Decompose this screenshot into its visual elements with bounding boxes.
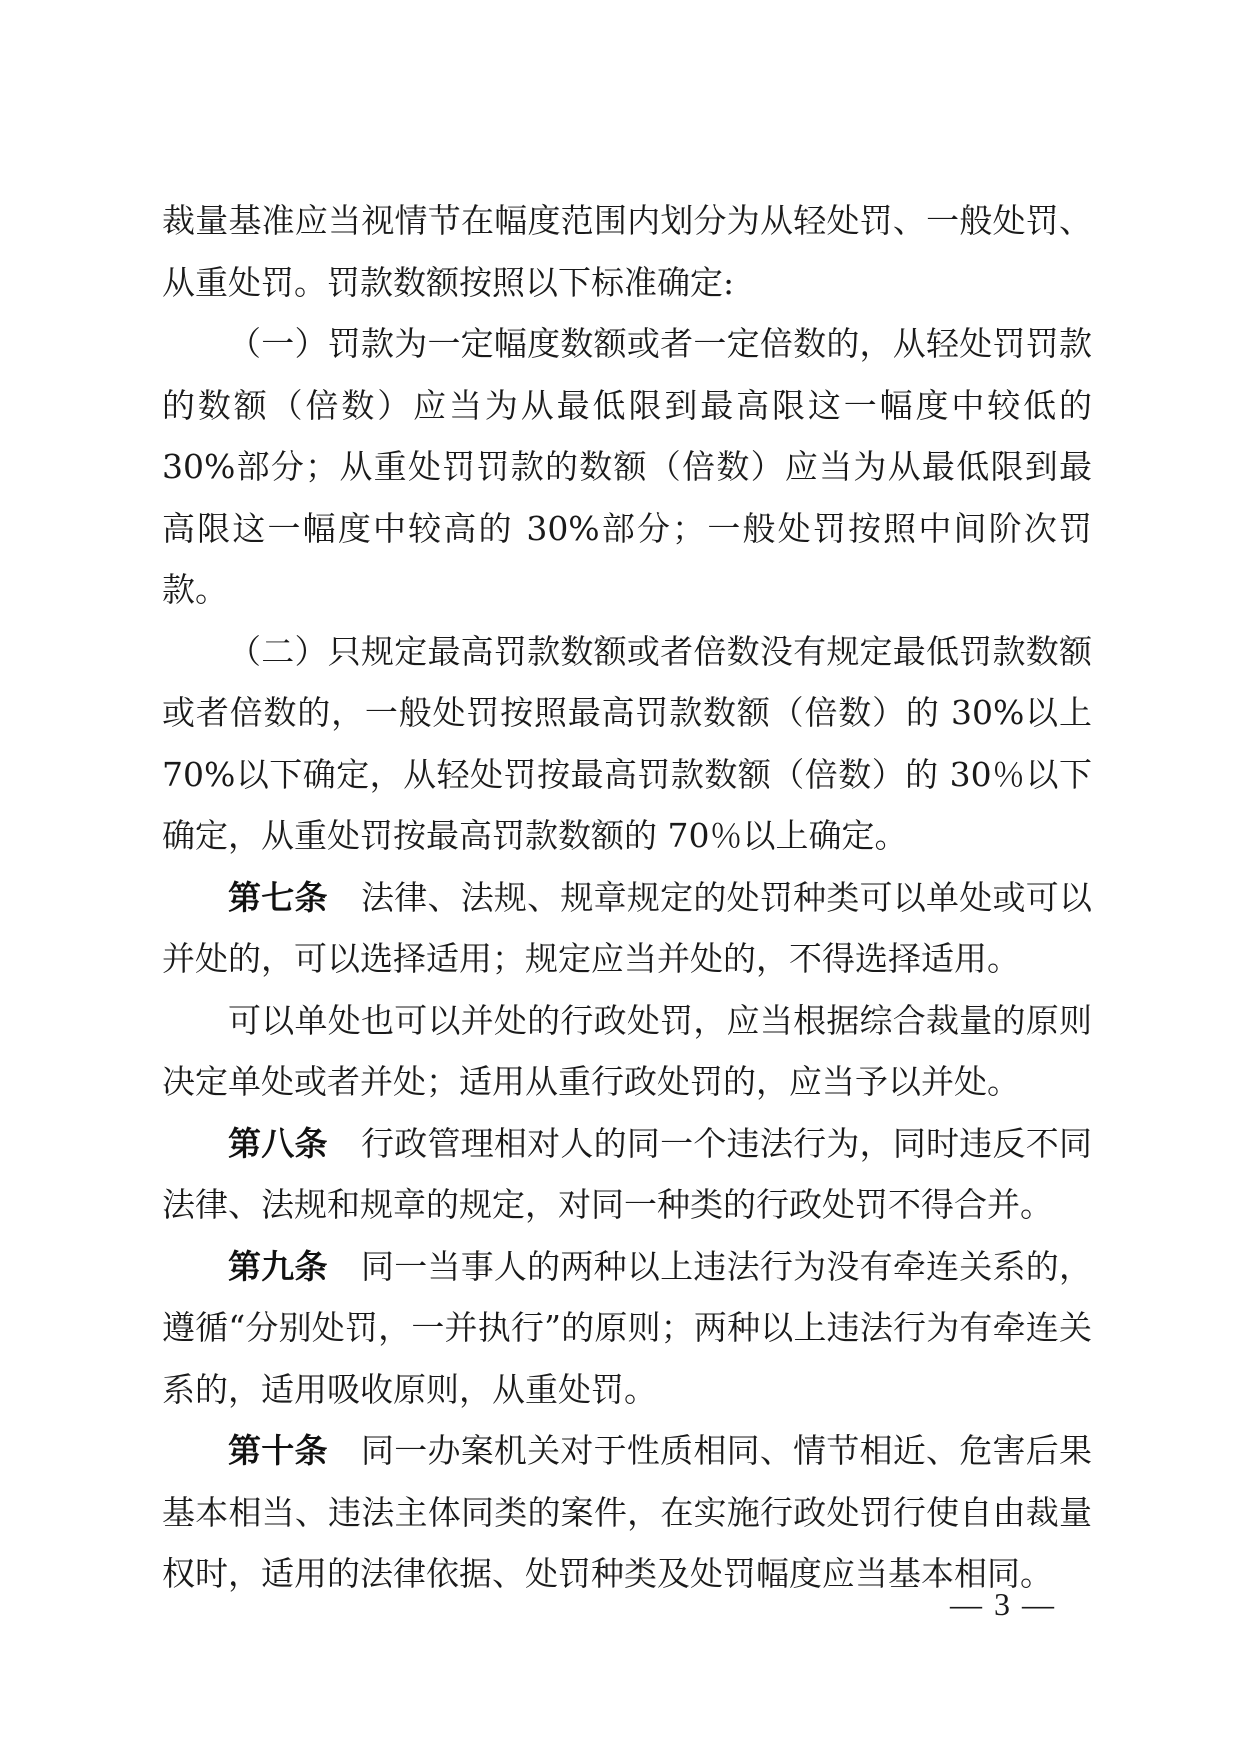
paragraph-text: 同一办案机关对于性质相同、情节相近、危害后果基本相当、违法主体同类的案件，在实施行政处罚行使自由裁量权时，适用的法律依据、处罚种类及处罚幅度应当基本相同。 <box>162 1431 1093 1593</box>
article-7 <box>162 867 1092 990</box>
article-heading: 第八条 <box>228 1123 328 1163</box>
paragraph-text: 可以单处也可以并处的行政处罚，应当根据综合裁量的原则决定单处或者并处；适用从重行政处罚的，应当予以并处。 <box>162 1000 1092 1101</box>
paragraph-item-1 <box>162 313 1092 621</box>
paragraph-text: （二）只规定最高罚款数额或者倍数没有规定最低罚款数额或者倍数的，一般处罚按照最高罚款数额（倍数）的 30%以上 70%以下确定，从轻处罚按最高罚款数额（倍数）的 30％以下确定，从重处罚按最高罚款数额的 70％以上确定。 <box>162 631 1092 855</box>
article-heading: 第七条 <box>228 877 328 917</box>
article-heading: 第十条 <box>228 1431 328 1470</box>
paragraph-text: 同一当事人的两种以上违法行为没有牵连关系的，遵循“分别处罚，一并执行”的原则；两种以上违法行为有牵连关系的，适用吸收原则，从重处罚。 <box>162 1246 1093 1409</box>
paragraph-text: 裁量基准应当视情节在幅度范围内划分为从轻处罚、一般处罚、从重处罚。罚款数额按照以下标准确定: <box>162 201 1092 302</box>
body-text <box>162 190 1092 1605</box>
article-10 <box>162 1420 1092 1605</box>
page-number: — 3 — <box>950 1586 1056 1622</box>
article-7-clause-2 <box>162 990 1092 1113</box>
article-9 <box>162 1236 1092 1421</box>
article-8 <box>162 1113 1092 1236</box>
paragraph-text: 法律、法规、规章规定的处罚种类可以单处或可以并处的，可以选择适用；规定应当并处的，不得选择适用。 <box>162 877 1093 978</box>
paragraph-continuation <box>162 190 1092 313</box>
paragraph-text: （一）罚款为一定幅度数额或者一定倍数的，从轻处罚罚款的数额（倍数）应当为从最低限到最高限这一幅度中较低的 30%部分；从重处罚罚款的数额（倍数）应当为从最低限到最高限这一幅度中较高的 30%部分；一般处罚按照中间阶次罚款。 <box>162 324 1092 609</box>
article-heading: 第九条 <box>228 1246 328 1286</box>
paragraph-text: 行政管理相对人的同一个违法行为，同时违反不同法律、法规和规章的规定，对同一种类的行政处罚不得合并。 <box>162 1123 1093 1224</box>
paragraph-item-2 <box>162 621 1092 867</box>
